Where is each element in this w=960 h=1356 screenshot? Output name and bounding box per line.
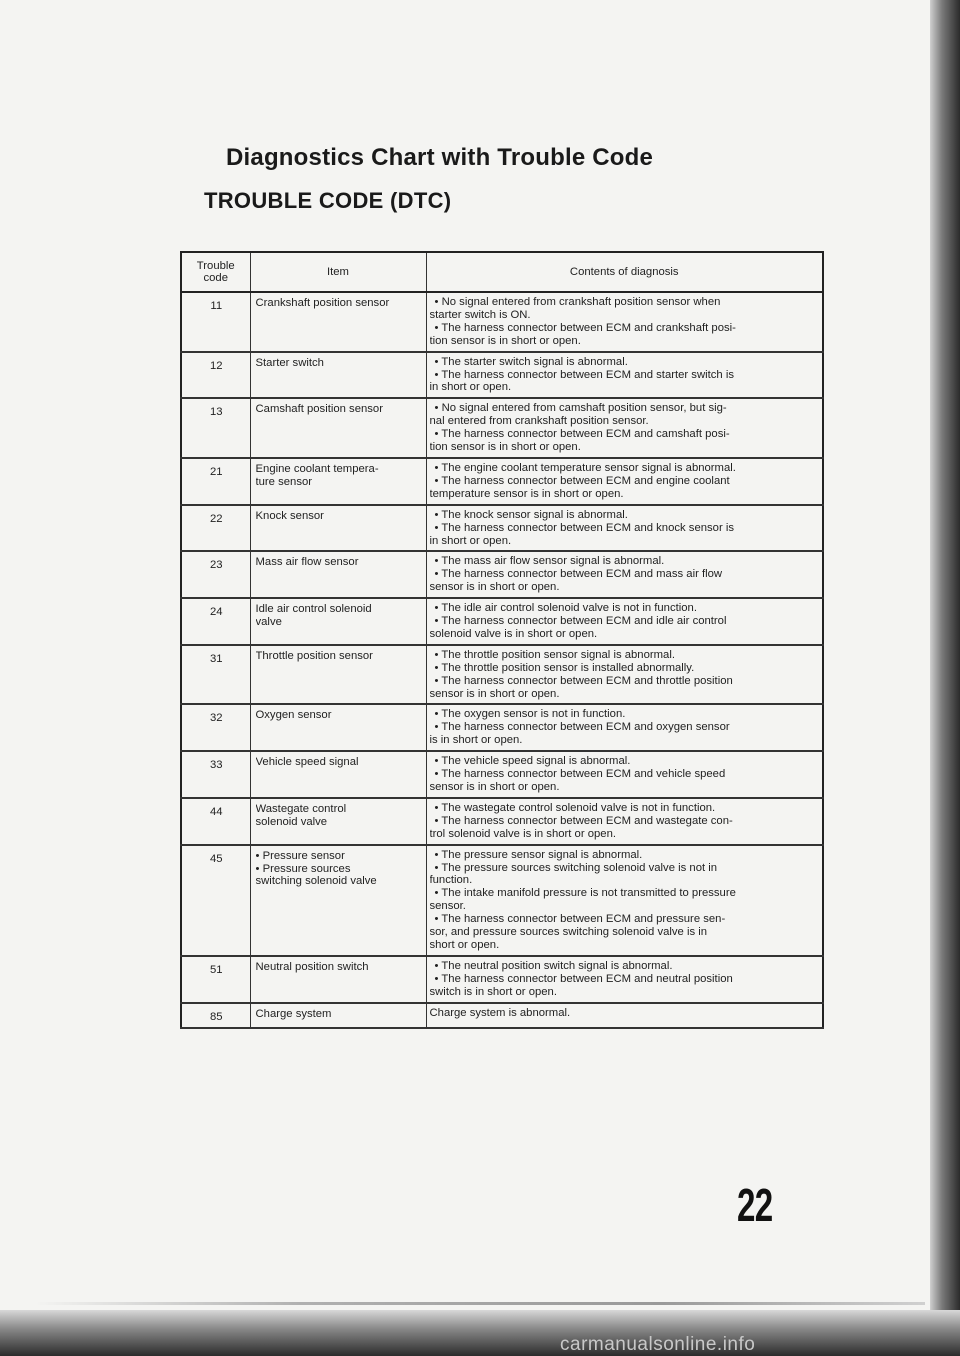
item-cell	[250, 704, 426, 751]
table-row	[181, 645, 823, 705]
table-row	[181, 751, 823, 798]
diagnosis-line: in short or open.	[429, 381, 512, 394]
diagnosis-line: • No signal entered from crankshaft position sensor when	[434, 296, 721, 308]
diagnosis-line: nal entered from crankshaft position sensor.	[429, 415, 649, 428]
item-cell	[250, 798, 426, 845]
item-cell	[250, 845, 426, 956]
table-row	[181, 458, 823, 505]
diagnosis-line: • The intake manifold pressure is not transmitted to pressure	[434, 887, 736, 900]
item-line: Knock sensor	[255, 509, 324, 522]
diagnosis-line: • The knock sensor signal is abnormal.	[434, 508, 628, 521]
diagnosis-line: • The harness connector between ECM and engine coolant	[434, 474, 730, 487]
page-bottom-edge	[35, 1302, 925, 1305]
item-line: • Pressure sensor	[255, 849, 345, 862]
item-cell	[250, 292, 426, 352]
item-cell	[250, 352, 426, 399]
diagnosis-line: • The harness connector between ECM and knock sensor is	[434, 521, 735, 534]
page-shadow-right	[930, 0, 960, 1356]
diagnosis-line: • The pressure sources switching solenoid valve is not in	[434, 861, 718, 874]
diagnosis-line: • No signal entered from camshaft position sensor, but sig-	[434, 402, 727, 415]
diagnosis-line: solenoid valve is in short or open.	[429, 627, 598, 640]
diagnosis-line: is in short or open.	[429, 734, 523, 747]
diagnosis-line: • The harness connector between ECM and throttle position	[434, 674, 733, 687]
trouble-code-cell: 44	[181, 798, 250, 845]
diagnosis-line: • The harness connector between ECM and vehicle speed	[434, 768, 726, 781]
diagnosis-line: in short or open.	[429, 534, 512, 547]
diagnosis-cell	[426, 798, 823, 845]
diagnosis-line: • The pressure sensor signal is abnormal.	[434, 848, 643, 861]
item-line: Camshaft position sensor	[255, 403, 383, 416]
item-line: Starter switch	[255, 356, 324, 369]
item-line: Engine coolant tempera-	[255, 462, 379, 475]
item-line: valve	[255, 616, 282, 629]
diagnosis-cell	[426, 505, 823, 552]
item-line: Mass air flow sensor	[255, 556, 359, 569]
item-line: Charge system	[255, 1007, 332, 1020]
diagnosis-cell	[426, 845, 823, 956]
item-line: Vehicle speed signal	[255, 756, 359, 769]
item-cell	[250, 1003, 426, 1028]
diagnosis-line: trol solenoid valve is in short or open.	[429, 827, 616, 840]
diagnosis-line: • The mass air flow sensor signal is abnormal.	[434, 555, 665, 568]
header-trouble-code	[181, 252, 250, 292]
trouble-code-cell: 32	[181, 704, 250, 751]
trouble-code-cell: 12	[181, 352, 250, 399]
table-row	[181, 352, 823, 399]
diagnosis-line: starter switch is ON.	[429, 308, 531, 321]
diagnosis-line: tion sensor is in short or open.	[429, 334, 581, 347]
item-line: switching solenoid valve	[255, 875, 377, 888]
diagnosis-line: sensor.	[429, 900, 466, 913]
item-cell	[250, 398, 426, 458]
item-cell	[250, 458, 426, 505]
diagnosis-cell	[426, 1003, 823, 1028]
diagnosis-line: • The harness connector between ECM and camshaft posi-	[434, 428, 730, 441]
trouble-code-cell: 11	[181, 292, 250, 352]
section-heading: TROUBLE CODE (DTC)	[204, 188, 452, 213]
diagnosis-line: • The harness connector between ECM and mass air flow	[434, 568, 723, 581]
table-row	[181, 292, 823, 352]
trouble-code-cell: 85	[181, 1003, 250, 1028]
diagnosis-cell	[426, 645, 823, 705]
header-contents: Contents of diagnosis	[426, 252, 823, 292]
trouble-code-cell: 13	[181, 398, 250, 458]
item-cell	[250, 551, 426, 598]
item-cell	[250, 751, 426, 798]
diagnosis-line: • The oxygen sensor is not in function.	[434, 708, 626, 721]
trouble-code-table	[180, 251, 824, 1029]
diagnosis-cell	[426, 352, 823, 399]
table-row	[181, 956, 823, 1003]
diagnosis-line: • The harness connector between ECM and crankshaft posi-	[434, 321, 736, 334]
page-heading: Diagnostics Chart with Trouble Code	[226, 144, 654, 171]
diagnosis-line: • The engine coolant temperature sensor signal is abnormal.	[434, 461, 736, 474]
item-line: Crankshaft position sensor	[255, 297, 390, 309]
diagnosis-line: tion sensor is in short or open.	[429, 441, 581, 454]
page-shadow-bottom	[0, 1310, 960, 1356]
diagnosis-cell	[426, 956, 823, 1003]
trouble-code-cell: 31	[181, 645, 250, 705]
diagnosis-line: • The harness connector between ECM and neutral position	[434, 972, 733, 985]
trouble-code-cell: 23	[181, 551, 250, 598]
diagnosis-cell	[426, 751, 823, 798]
diagnosis-line: • The harness connector between ECM and starter switch is	[434, 368, 734, 381]
diagnosis-cell	[426, 551, 823, 598]
diagnosis-cell	[426, 398, 823, 458]
diagnosis-line: temperature sensor is in short or open.	[429, 487, 624, 500]
table-row	[181, 798, 823, 845]
item-cell	[250, 645, 426, 705]
item-line: Throttle position sensor	[255, 649, 373, 662]
diagnosis-line: • The neutral position switch signal is abnormal.	[434, 959, 673, 972]
header-item: Item	[250, 252, 426, 292]
diagnosis-line: • The throttle position sensor is installed abnormally.	[434, 661, 695, 674]
diagnosis-cell	[426, 458, 823, 505]
header-trouble-code-line: Trouble	[196, 260, 235, 272]
header-trouble-code-line: code	[203, 272, 228, 284]
diagnosis-line: Charge system is abnormal.	[429, 1006, 571, 1019]
watermark-text: carmanualsonline.info	[560, 1334, 756, 1355]
table-row	[181, 845, 823, 956]
item-line: Idle air control solenoid	[255, 603, 372, 616]
diagnosis-line: sensor is in short or open.	[429, 581, 560, 594]
item-cell	[250, 598, 426, 645]
diagnosis-line: switch is in short or open.	[429, 985, 557, 998]
diagnosis-line: short or open.	[429, 938, 500, 951]
item-cell	[250, 956, 426, 1003]
table-row	[181, 398, 823, 458]
item-line: ture sensor	[255, 475, 313, 488]
diagnosis-cell	[426, 292, 823, 352]
table-row	[181, 505, 823, 552]
table-row	[181, 1003, 823, 1028]
item-line: Oxygen sensor	[255, 709, 332, 722]
trouble-code-cell: 51	[181, 956, 250, 1003]
diagnosis-cell	[426, 704, 823, 751]
item-line: Neutral position switch	[255, 960, 369, 973]
item-line: solenoid valve	[255, 815, 328, 828]
diagnosis-line: • The vehicle speed signal is abnormal.	[434, 755, 631, 768]
diagnosis-line: • The wastegate control solenoid valve is not in function.	[434, 801, 716, 814]
diagnosis-line: • The harness connector between ECM and oxygen sensor	[434, 721, 730, 734]
table-row	[181, 598, 823, 645]
trouble-code-cell: 22	[181, 505, 250, 552]
item-line: • Pressure sources	[255, 862, 351, 875]
table-row	[181, 704, 823, 751]
trouble-code-cell: 45	[181, 845, 250, 956]
trouble-code-cell: 24	[181, 598, 250, 645]
table-header-row	[181, 252, 823, 292]
diagnosis-line: • The idle air control solenoid valve is not in function.	[434, 602, 697, 615]
page-number: 22	[737, 1179, 773, 1231]
diagnosis-line: sensor is in short or open.	[429, 687, 560, 700]
item-cell	[250, 505, 426, 552]
diagnosis-line: • The starter switch signal is abnormal.	[434, 355, 628, 368]
diagnosis-cell	[426, 598, 823, 645]
table-row	[181, 551, 823, 598]
item-line: Wastegate control	[255, 802, 347, 815]
diagnosis-line: sensor is in short or open.	[429, 781, 560, 793]
diagnosis-line: • The harness connector between ECM and idle air control	[434, 615, 727, 628]
trouble-code-cell: 21	[181, 458, 250, 505]
diagnosis-line: function.	[429, 874, 473, 887]
diagnosis-line: • The harness connector between ECM and pressure sen-	[434, 913, 726, 926]
diagnosis-line: sor, and pressure sources switching solenoid valve is in	[429, 926, 708, 939]
diagnosis-line: • The harness connector between ECM and wastegate con-	[434, 814, 733, 827]
trouble-code-cell: 33	[181, 751, 250, 798]
diagnosis-line: • The throttle position sensor signal is abnormal.	[434, 648, 675, 661]
